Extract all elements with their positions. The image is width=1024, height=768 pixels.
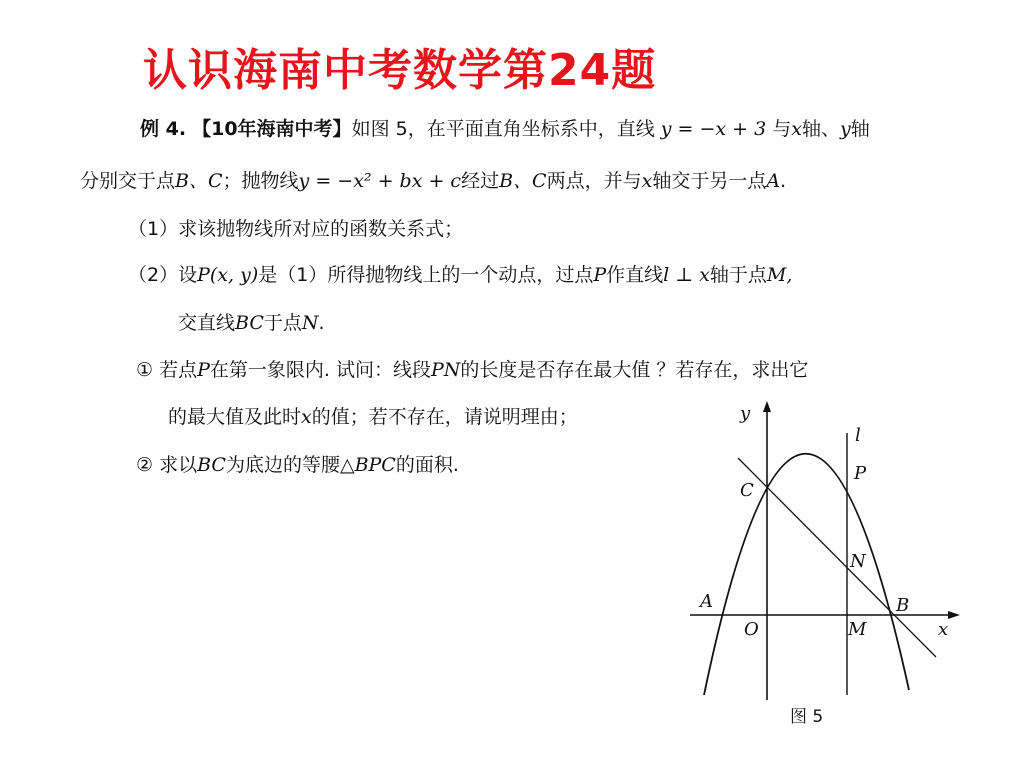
text: . (780, 170, 787, 192)
point-p: P (593, 264, 607, 286)
text: 轴交于另一点 (652, 170, 767, 192)
text: 分别交于点 (80, 170, 176, 192)
var-x: x (301, 406, 312, 428)
example-line-2 (80, 168, 786, 194)
text: 两点，并与 (546, 170, 642, 192)
example-line-1 (140, 116, 870, 142)
point-m: M, (766, 264, 793, 286)
label-o: O (744, 619, 759, 640)
parabola-curve (704, 454, 909, 695)
text: 与 (772, 118, 792, 140)
var-y: y (840, 118, 851, 140)
text: 轴于点 (709, 264, 767, 286)
parabola-equation: y = −x² + bx + c (298, 170, 462, 192)
text: 在第一象限内. 试问：线段 (209, 359, 431, 381)
label-p: P (854, 463, 867, 484)
y-axis-arrow (763, 401, 771, 412)
page-title: 认识海南中考数学第24题 (143, 45, 657, 96)
point-a: A (766, 170, 781, 192)
label-m: M (848, 619, 867, 640)
text: 轴、 (802, 118, 841, 140)
points-bc: B、C (499, 170, 547, 192)
triangle-bpc: BPC (354, 454, 396, 476)
label-y: y (740, 403, 751, 424)
segment-pn: PN (430, 359, 461, 381)
point-p-coords: P(x, y) (197, 264, 259, 286)
coordinate-figure (680, 395, 970, 745)
point-p: P (197, 359, 210, 381)
sub-question-2 (136, 452, 459, 478)
text: 的最大值及此时 (168, 406, 302, 428)
text: 的长度是否存在最大值 ？若存在，求出它 (460, 359, 809, 381)
var-x: x (791, 118, 802, 140)
question-2-line-1 (128, 262, 792, 288)
line-equation: y = −x + 3 (660, 118, 767, 140)
question-2-line-2 (178, 310, 325, 336)
x-axis-arrow (948, 611, 960, 619)
text: 轴 (850, 118, 870, 140)
text: 交直线 (178, 312, 236, 334)
text: 是（1）所得抛物线上的一个动点，过点 (258, 264, 594, 286)
text: . (318, 312, 325, 334)
text: 的面积. (395, 454, 459, 476)
text: ；抛物线 (222, 170, 299, 192)
label-a: A (700, 591, 713, 612)
label-n: N (850, 551, 866, 572)
label-c: C (740, 480, 754, 501)
text: 经过 (461, 170, 500, 192)
label-x: x (938, 619, 949, 640)
example-source: 【10年海南中考】 (192, 118, 352, 140)
text: 的值；若不存在，请说明理由； (311, 406, 578, 428)
example-label: 例 4. (140, 118, 187, 140)
text: 如图 5，在平面直角坐标系中，直线 (351, 118, 655, 140)
text: 为底边的等腰△ (225, 454, 355, 476)
text: （2）设 (128, 264, 198, 286)
sub-question-1-line-1 (136, 357, 808, 383)
line-l-perp: l ⊥ x (663, 264, 710, 286)
text: ① 若点 (136, 359, 198, 381)
label-l: l (855, 425, 861, 446)
text: 于点 (263, 312, 302, 334)
line-bc: BC (197, 454, 226, 476)
label-b: B (896, 595, 910, 616)
text: ② 求以 (136, 454, 198, 476)
text: 作直线 (606, 264, 664, 286)
line-bc: BC (235, 312, 264, 334)
sub-question-1-line-2 (168, 404, 578, 430)
var-x: x (641, 170, 653, 192)
question-1: （1）求该抛物线所对应的函数关系式； (128, 218, 464, 240)
points-bc: B、C (175, 170, 223, 192)
figure-caption: 图 5 (790, 707, 824, 727)
point-n: N (301, 312, 319, 334)
